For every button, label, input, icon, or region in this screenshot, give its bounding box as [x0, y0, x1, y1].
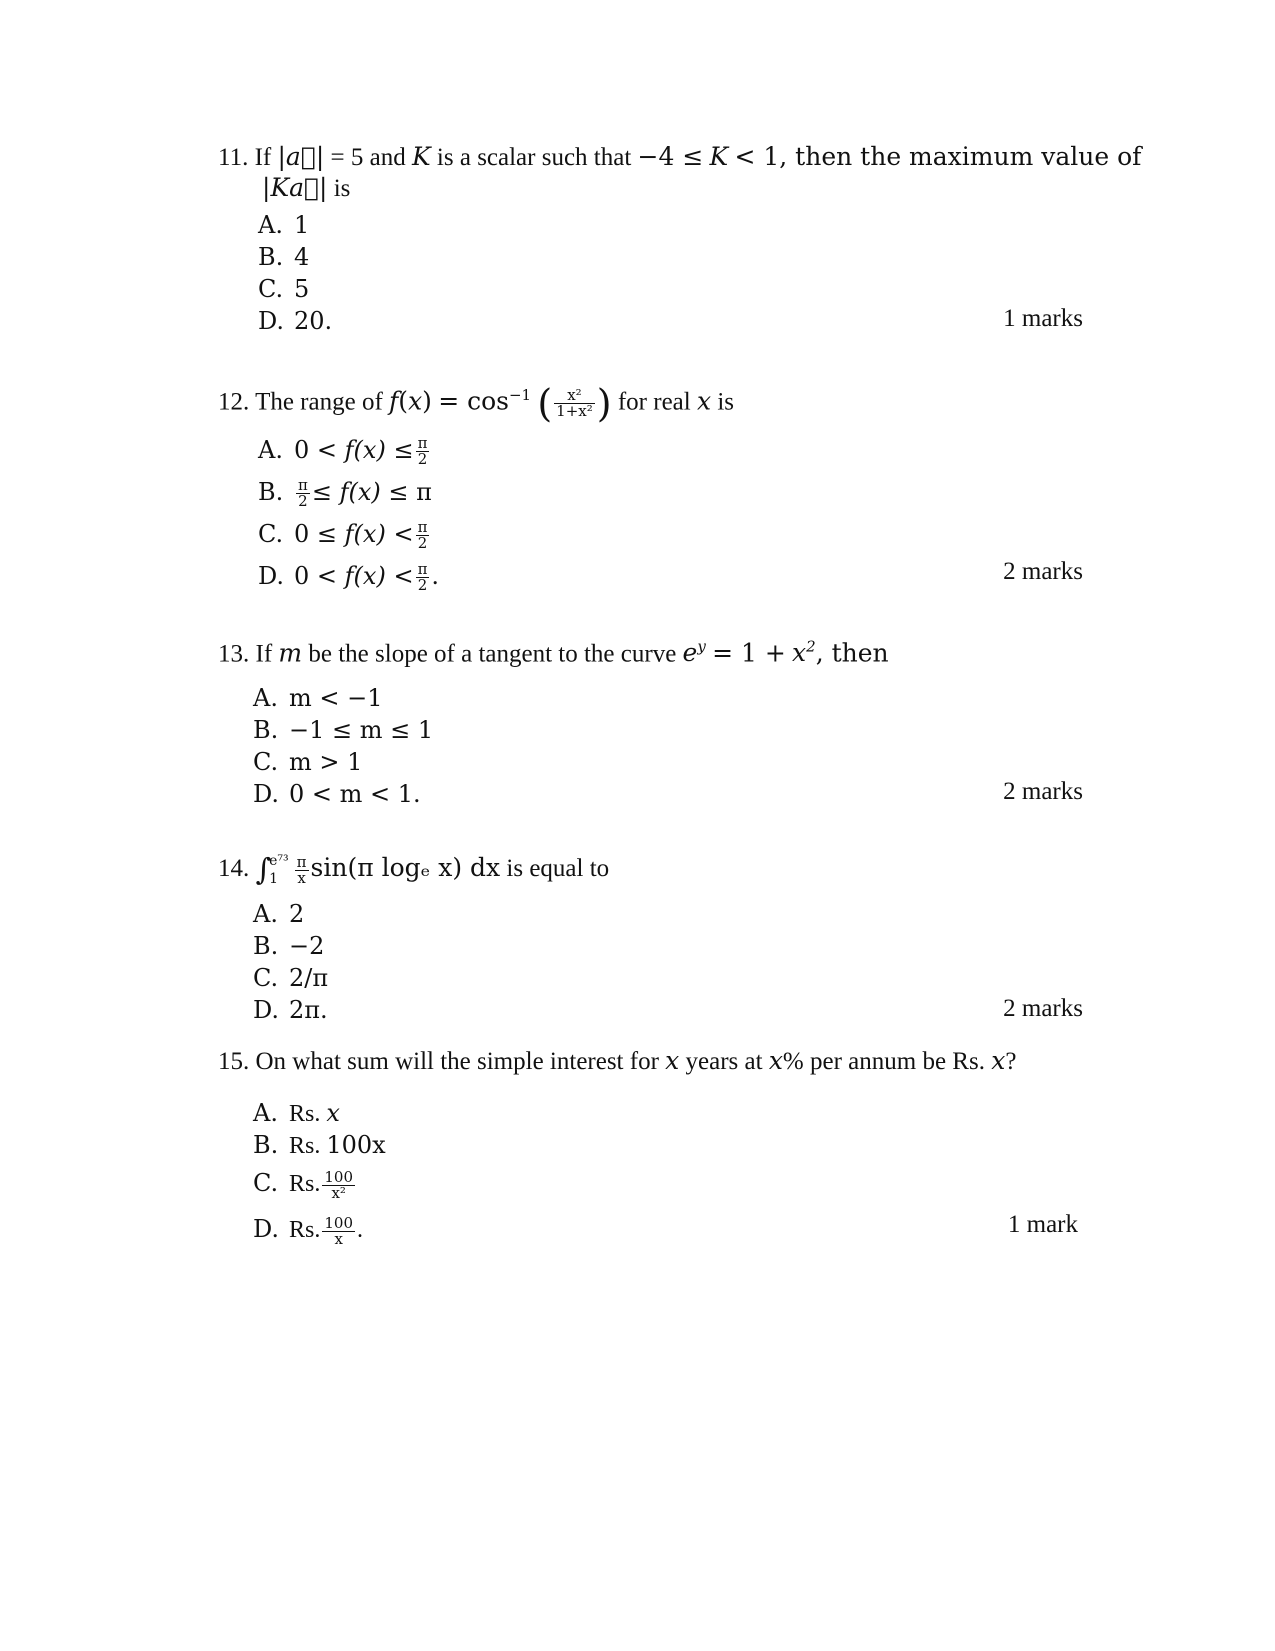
option-d[interactable]: [253, 994, 328, 1026]
x-squared: $x^2$: [792, 638, 816, 668]
fraction-numerator: π: [417, 518, 428, 536]
option-label: B.: [258, 243, 284, 271]
option-value: m < −1: [289, 684, 383, 712]
option-value: 0 < m < 1.: [289, 780, 421, 808]
option-value: 1: [294, 211, 310, 239]
option-prefix: Rs.: [289, 1217, 321, 1243]
option-prefix: Rs.: [289, 1171, 321, 1197]
option-label: C.: [253, 1169, 279, 1197]
stem-text: be the slope of a tangent to the curve: [308, 640, 677, 668]
fraction-numerator: x²: [554, 388, 595, 404]
question-number: 11.: [218, 144, 249, 171]
option-prefix: Rs.: [289, 1101, 321, 1127]
fraction: [416, 436, 430, 467]
option-function: f(x): [344, 436, 386, 464]
question-number: 15.: [218, 1048, 250, 1075]
fraction: [295, 852, 309, 887]
option-function: f(x): [344, 520, 386, 548]
option-b[interactable]: [253, 930, 324, 962]
option-b[interactable]: [253, 1129, 386, 1161]
left-paren: (: [537, 381, 553, 426]
option-text: ≤ π: [388, 478, 432, 506]
option-value: −2: [289, 932, 325, 960]
option-d[interactable]: [258, 556, 439, 596]
option-b[interactable]: [258, 241, 309, 273]
marks-label: 2 marks: [1003, 778, 1083, 805]
stem-math: −4 ≤: [637, 142, 704, 171]
question-stem: [218, 846, 609, 892]
option-label: C.: [253, 964, 279, 992]
variable-x: x: [665, 1046, 680, 1075]
option-label: C.: [258, 275, 284, 303]
option-label: C.: [258, 520, 284, 548]
option-label: D.: [253, 996, 280, 1024]
option-d[interactable]: [253, 778, 421, 810]
fraction-denominator: x: [297, 868, 306, 887]
right-paren: ): [596, 381, 612, 426]
stem-text: is a scalar such that: [436, 144, 632, 171]
fraction-numerator: 100: [324, 1213, 353, 1232]
fraction-numerator: π: [298, 476, 308, 494]
stem-text: < 1, then the maximum value of: [734, 142, 1142, 171]
option-function: f(x): [344, 562, 386, 590]
option-label: D.: [258, 307, 285, 335]
fraction-denominator: x: [334, 1229, 343, 1248]
option-text: .: [357, 1217, 363, 1243]
vector-magnitude: |Ka⃗|: [262, 173, 328, 202]
option-operator: ≤: [393, 436, 414, 464]
option-value: 5: [294, 275, 310, 303]
question-stem: [218, 1046, 1016, 1077]
option-label: D.: [253, 1215, 280, 1243]
lower-limit: 1: [269, 871, 279, 888]
integral-sign: ∫: [255, 852, 272, 888]
stem-text: On what sum will the simple interest for: [255, 1048, 659, 1075]
fraction-denominator: x²: [331, 1183, 346, 1202]
option-b[interactable]: [253, 714, 433, 746]
question-stem: [218, 632, 889, 669]
question-number: 13.: [218, 640, 250, 668]
stem-superscript: −1: [508, 386, 532, 404]
stem-text: is: [333, 175, 351, 202]
option-label: A.: [258, 211, 283, 239]
option-d[interactable]: [253, 1207, 363, 1251]
option-d[interactable]: [258, 305, 332, 337]
option-b[interactable]: [258, 472, 432, 512]
option-value: 2: [289, 900, 305, 928]
variable-x: x: [696, 386, 712, 416]
variable-x: x: [991, 1046, 1006, 1075]
stem-text: for real: [617, 388, 691, 416]
stem-math: = cos: [438, 386, 509, 416]
option-label: B.: [253, 716, 279, 744]
option-a[interactable]: [253, 898, 304, 930]
option-value: 4: [294, 243, 310, 271]
option-label: B.: [258, 478, 284, 506]
fraction: [554, 388, 595, 419]
stem-text: The range of: [255, 388, 383, 416]
fraction: [322, 1167, 355, 1202]
stem-continuation: [218, 173, 1141, 204]
option-label: B.: [253, 1131, 279, 1159]
stem-text: is equal to: [506, 855, 610, 882]
option-c[interactable]: [253, 746, 362, 778]
option-operator: ≤: [311, 478, 332, 506]
marks-label: 2 marks: [1003, 995, 1083, 1022]
option-label: D.: [258, 562, 285, 590]
option-text: 0 <: [294, 436, 338, 464]
scalar-k: K: [411, 142, 431, 171]
fraction-denominator: 1+x²: [556, 402, 593, 421]
fraction: [416, 562, 430, 593]
marks-label: 2 marks: [1003, 558, 1083, 585]
option-function: f(x): [339, 478, 381, 506]
upper-limit: e⁷³: [269, 853, 289, 870]
fraction-denominator: 2: [417, 576, 428, 594]
option-text: 0 ≤: [294, 520, 338, 548]
option-label: C.: [253, 748, 279, 776]
fraction-denominator: 2: [298, 492, 308, 510]
stem-text: ?: [1005, 1048, 1017, 1075]
fraction-numerator: 100: [324, 1167, 353, 1186]
option-value: −1 ≤ m ≤ 1: [289, 716, 434, 744]
option-c[interactable]: [258, 273, 309, 305]
option-a[interactable]: [253, 1097, 340, 1129]
function-f: f: [389, 386, 399, 416]
option-a[interactable]: [253, 682, 383, 714]
option-text: 0 <: [294, 562, 338, 590]
marks-label: 1 marks: [1003, 305, 1083, 332]
option-c[interactable]: [258, 514, 431, 554]
stem-text: years at: [685, 1048, 763, 1075]
fraction: [322, 1213, 355, 1248]
option-a[interactable]: [258, 209, 309, 241]
option-c[interactable]: [253, 1161, 357, 1205]
option-label: A.: [253, 1099, 278, 1127]
marks-label: 1 mark: [1007, 1211, 1078, 1238]
fraction: [416, 520, 430, 551]
variable-m: m: [278, 638, 303, 668]
question-stem: [218, 142, 1141, 204]
fraction-denominator: 2: [417, 534, 428, 552]
question-stem: 12. The range of $f(x) = \cos^{-1}$ ( $\frac{\text{x²}}{\text{1+x²}}$ ) for real x is: [218, 381, 735, 426]
stem-text: If: [255, 640, 273, 668]
option-label: A.: [258, 436, 283, 464]
option-text: .: [431, 562, 440, 590]
variable-x: x: [768, 1046, 783, 1075]
stem-text: is: [717, 388, 735, 416]
stem-text: % per annum be Rs.: [782, 1048, 985, 1075]
option-label: D.: [253, 780, 280, 808]
fraction-numerator: π: [417, 560, 428, 578]
option-value: x: [326, 1099, 340, 1127]
option-prefix: Rs.: [289, 1133, 321, 1159]
question-number: 14.: [218, 855, 250, 882]
option-value: 2π.: [289, 996, 328, 1024]
stem-text: = 5 and: [330, 144, 406, 171]
option-a[interactable]: [258, 430, 431, 470]
fraction: [296, 478, 310, 509]
option-value: 20.: [294, 307, 333, 335]
option-c[interactable]: [253, 962, 328, 994]
option-value: 2/π: [289, 964, 329, 992]
question-number: 12.: [218, 388, 250, 416]
stem-math: = 1 +: [712, 638, 786, 668]
integral-limits: [269, 852, 289, 888]
fraction-denominator: 2: [417, 450, 428, 468]
stem-text: If: [254, 144, 272, 171]
integrand: sin(π logₑ x) dx: [310, 853, 501, 882]
option-label: B.: [253, 932, 279, 960]
stem-text: , then: [815, 638, 889, 668]
vector-magnitude: |a⃗|: [277, 142, 325, 171]
exp-term: $e^y$: [682, 638, 706, 668]
fraction-numerator: π: [296, 852, 307, 871]
fraction-numerator: π: [417, 434, 428, 452]
option-label: A.: [253, 900, 278, 928]
option-operator: <: [393, 520, 414, 548]
option-operator: <: [393, 562, 414, 590]
option-value: m > 1: [289, 748, 363, 776]
option-value: 100x: [326, 1131, 386, 1159]
option-label: A.: [253, 684, 278, 712]
scalar-k: K: [709, 142, 729, 171]
